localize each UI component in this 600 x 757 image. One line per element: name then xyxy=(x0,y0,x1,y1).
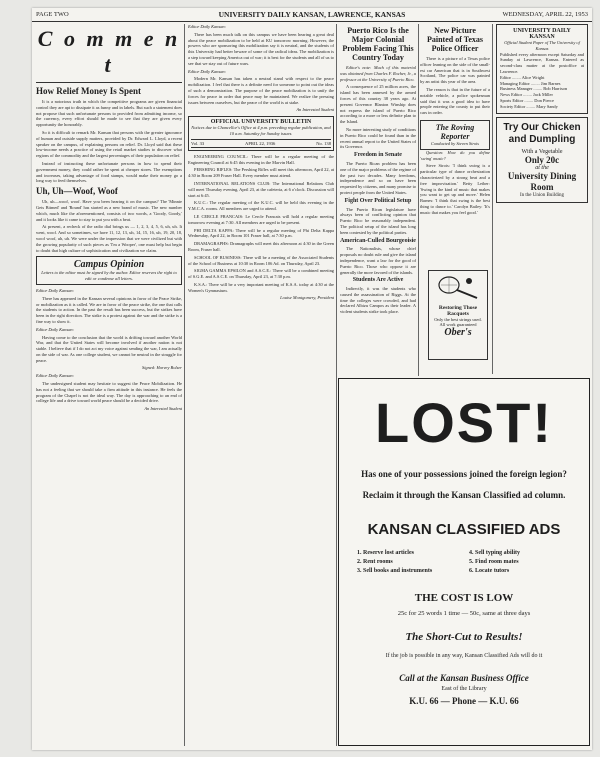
services-list xyxy=(357,550,571,574)
racquet-ad xyxy=(428,270,488,360)
staff-line: Sports Editor ........ Don Pierce xyxy=(500,97,554,103)
letter-body: There has appeared in the Kansan several opinions in favor of the Peace Strike, or mobilization as it is called. We are in favor of the peace strike, the one that calls the students to action. In the past the result has been success, but the strikes have been in the right direction. The strike is a protest against the war and the strike is a fine way to show it. xyxy=(36,295,182,324)
classified-title: KANSAN CLASSIFIED ADS xyxy=(367,521,561,538)
call-line: Call at the Kansan Business Office xyxy=(399,673,529,683)
tennis-racquet-icon xyxy=(435,274,481,300)
editorial-woof-body xyxy=(36,199,182,253)
bulletin-item: PERSHING RIFLES: The Pershing Rifles will meet this afternoon, April 22, at 4:30 in Room 209 Fraser Hall. Every member must attend. xyxy=(188,167,334,179)
editorial-heading-woof: Uh, Uh—Woof, Woof xyxy=(36,186,118,197)
chicken-ad-place: University Dining Room xyxy=(507,170,577,192)
obers-logo: Ober's xyxy=(444,327,472,338)
letter-salutation: Editor Daily Kansan: xyxy=(36,373,75,379)
puerto-rico-heading: Puerto Rico Is the Major Colonial Problem Facing This Country Today xyxy=(342,26,414,62)
editorial-relief-body xyxy=(36,99,182,184)
roving-reporter-box xyxy=(420,120,490,150)
roving-answers: Steve Sirois: 'I think swing is a particular type of dance orchestration characterized by a strong beat and a free improvisation.' Betty Leiber: 'Swing is the kind of music that makes you want to get up and move.' Helen Barnes: 'I think that swing is the best thing to dance to.' Carolyn Bailey: 'It's music that makes you feel good.' xyxy=(420,163,490,215)
racquet-ad-line1: Only the best strings used. xyxy=(434,317,482,322)
chicken-ad-at: at the xyxy=(535,164,549,171)
kansan-staff-box xyxy=(496,24,588,114)
kansan-staff-title: UNIVERSITY DAILY KANSAN xyxy=(513,28,571,40)
kansan-staff-subtitle: Official Student Paper of The University of Kansas xyxy=(504,40,580,51)
chicken-dumpling-ad xyxy=(496,117,588,203)
paragraph: The Nationalists, whose chief proposals no doubt rule and give the island independence, want a law for the good of Puerto Rico. Those who oppose it are generally the more favored of the islands. xyxy=(340,246,416,275)
campus-opinion-box xyxy=(36,256,182,285)
comment-title: C o m m e n t xyxy=(37,26,181,77)
cost-title: THE COST IS LOW xyxy=(414,592,514,604)
paragraph: Uh, uh—woof, woof. Have you been hearing it on the campus? The 'Minnie Gets Bitmed' and 'Round' has started as a new brand of music. The new number which, much like the aforementioned, consists of two words, a 'Goody, Goody,' and it looks like it came to stay to put you with a beat. xyxy=(36,199,182,222)
puerto-rico-column xyxy=(340,24,416,384)
racquet-ad-line2: All work guaranteed xyxy=(439,322,477,327)
staff-line: News Editor ........ Jack Miller xyxy=(500,92,553,98)
service-item: 6. Locate tutors xyxy=(469,568,510,574)
bulletin-item: SCHOOL OF BUSINESS: There will be a meeting of the Associated Students of the School of Business at 10:30 in Room 106 Ad. on Thursday, April 23. xyxy=(188,254,334,266)
paragraph: Editor's note: Much of this material was obtained from Charles F. Rocher, Jr., a professor at the University of Puerto Rico. xyxy=(340,65,416,82)
paragraph: The Puerto Rican legislature have always been of conflicting opinion that Puerto Rico be reasonably independent. The political setup of the island has long been contested by the political parties. xyxy=(340,206,416,235)
subheading: Freedom in Senate xyxy=(354,152,402,159)
phone-line: K.U. 66 — Phone — K.U. 66 xyxy=(409,696,519,706)
letter-salutation: Editor Daily Kansan: xyxy=(188,68,227,74)
paragraph: The Puerto Rican problem has been one of the major problems of the regime of the past two decades. Many freedoms, independence and so on have been requested by citizens, and many promise to protect people from the United States. xyxy=(340,160,416,195)
divider xyxy=(36,82,182,83)
subheading: Fight Over Political Setup xyxy=(344,197,412,204)
subheading: American-Culled Bourgeoisie xyxy=(340,237,416,244)
newspaper-title: UNIVERSITY DAILY KANSAN, LAWRENCE, KANSAS xyxy=(218,10,406,19)
letters xyxy=(36,288,182,412)
kansan-staff-body: Published every afternoon except Saturday and Sunday at Lawrence, Kansas. Entered as second-class matter at the postoffice at Lawrence. xyxy=(500,51,584,74)
column-rule xyxy=(336,24,337,746)
lost-line1: Has one of your possessions joined the foreign legion? xyxy=(361,469,567,479)
paragraph: There is a picture of a Texas police officer leaning on the side of the small-est car American that is in Southwest Scotland, The police car was painted by an artist this year of the area. xyxy=(420,56,490,85)
service-item: 4. Sell typing ability xyxy=(469,550,521,556)
bulletin-signature: Louise Montgomery, President xyxy=(280,295,334,301)
staff-line: Managing Editor ........ Jim Barnes xyxy=(500,80,561,86)
bulletin-item: LE CERCLE FRANCAIS: Le Cercle Francais will hold a regular meeting tomorrow evening at 7:30. All members are urged to be present. xyxy=(188,213,334,225)
letter-signature: An Interested Student xyxy=(296,107,334,113)
shortcut-line: The Short-Cut to Results! xyxy=(405,631,523,643)
subheading: Students Are Active xyxy=(352,277,404,284)
service-item: 1. Reserve lost articles xyxy=(357,550,414,556)
letter-salutation: Editor Daily Kansan: xyxy=(36,326,75,332)
paragraph: At present, a recheck of the radio dial brings us — 1, 2, 3, 4, 5, 6, uh, uh. It went, woof. And so sometimes, we have 11, 12, 13, uh, 14, 15, 16, uh, 19, 20, 18, woof woof, uh, uh. We were under the impression that we were civilized but with the growing popularity of such pieces as 'I'm a Wooper', one must help but begin to doubt that high culture of sophistication and civilization we claim. xyxy=(36,224,182,253)
lost-line2: Reclaim it through the Kansan Classified ad column. xyxy=(362,490,566,500)
chicken-ad-title: Try Our Chicken and Dumpling xyxy=(503,121,581,145)
bulletin-item: K.U.C.: The regular meeting of the K.U.C. will be held this evening in the Y.M.C.A. rooms. All members are urged to attend. xyxy=(188,200,334,212)
paragraph: A consequence of 25 million acres, the island has been annexed by the armed forces of this country 38 years ago. At present Governor Blanton Winship does not express the island of Puerto Rico according to a more or less definite plan to the Island. xyxy=(340,84,416,125)
editorial-heading-relief: How Relief Money Is Spent xyxy=(36,86,141,96)
bulletin-item: INTERNATIONAL RELATIONS CLUB: The International Relations Club will meet Thursday evening, April 23, at the cafeteria, at 6 o'clock. Discussion will start at 6:45. xyxy=(188,180,334,198)
newspaper-page xyxy=(32,8,592,750)
puerto-rico-body xyxy=(340,65,416,315)
lost-classified-ad xyxy=(338,378,590,746)
paid-line: If the job is possible in any way, Kansan Classified Ads will do it xyxy=(385,653,543,659)
roving-reporter-body xyxy=(420,150,490,216)
service-item: 5. Find room mates xyxy=(469,559,519,565)
bulletin-subtitle: Notices due in Chancellor's Office at 4 p.m. preceding regular publication, and 10 a.m. Saturday for Sunday issues. xyxy=(191,125,331,136)
masthead xyxy=(32,8,592,22)
paragraph: The reason is that in the future of a notable vehicle, a police spokesman said that it was a good idea to have people entering the county to put their cars in order. xyxy=(420,86,490,116)
bulletin-items xyxy=(188,154,334,302)
bulletin-item: SIGMA GAMMA EPSILON and A.S.C.E.: There will be a combined meeting of S.G.E. and A.S.C.E. on Thursday, April 23, at 7:30 p.m. xyxy=(188,268,334,280)
bulletin-volume: Vol. 33 xyxy=(191,140,205,146)
chicken-ad-location: In the Union Building xyxy=(519,192,565,198)
police-body xyxy=(420,56,490,116)
bulletin-date: APRIL 22, 1936 xyxy=(245,140,276,146)
bulletin-number: No. 138 xyxy=(316,140,331,146)
letter-body: The undersigned student may hesitate to suggest the Peace Mobilization. He has not a feeling that we should take a firm attitude in this instance. He feels the program of the Chapel is not the ideal way. The day is approaching to an end of college life and a drive toward world peace should be a decided drive. xyxy=(36,381,182,404)
bulletin-item: PHI DELTA KAPPA: There will be a regular meeting of Phi Delta Kappa Wednesday, April 22, in Room 101 Fraser hall, at 7:30 p.m. xyxy=(188,227,334,239)
letter-signature: An Interested Student xyxy=(144,406,182,412)
cost-detail: 25c for 25 words 1 time — 50c, same at three days xyxy=(397,610,531,617)
bulletin-issue-row xyxy=(191,139,331,148)
service-item: 2. Rent rooms xyxy=(357,559,393,565)
paragraph: So it is difficult to remark Mr. Kansan that persons with the greater ignorance of human and outside supply matters, provided by Dr. Edward L. Lloyd, a recent speaker on the campus, of explaining persons on relief. Dr. Lloyd said that these low-income needs a practice of using the retail market studies to discover what regions of the commodity and the largest percentages of their population on relief. xyxy=(36,129,182,159)
kansan-staff-list xyxy=(500,75,584,110)
roving-reporter-title: The Roving Reporter xyxy=(435,122,475,141)
paragraph: No more interesting study of conditions in Puerto Rico could be found than in the recent annual report to the United States of its Governor. xyxy=(340,126,416,150)
lost-headline: LOST! xyxy=(375,391,553,454)
right-column-upper xyxy=(496,24,588,376)
staff-line: Editor ........ Alice Wright xyxy=(500,74,545,80)
column-rule xyxy=(492,24,493,374)
racquet-ad-title: Restoring Those Racquets xyxy=(438,305,478,317)
paragraph: Indirectly, it was the students who caused the assassination of Riggs. At the time the colleges were crowded, and had declared Albizu Campos as their leader. A violent students strike took place. xyxy=(340,286,416,315)
location-line: East of the Library xyxy=(441,686,487,692)
letter-body: Having come to the conclusion that the world is drifting toward another World War, and that the United States will become involved if another nation is not stable. I believe that if I do not act my voice against sending the war, I am actually on the side of war. As one college student, we cannot be neutral in the struggle for peace. xyxy=(36,334,182,363)
campus-opinion-title: Campus Opinion xyxy=(73,259,145,271)
bulletin-column xyxy=(188,24,334,746)
column-rule xyxy=(418,24,419,376)
page-number: PAGE TWO xyxy=(36,11,69,18)
letter-signature: Signed: Harvey Bolser xyxy=(142,365,182,371)
bulletin-item: K.S.A.: There will be a very important meeting of K.S.A. today at 4:30 at the Women's Gymnasium. xyxy=(188,281,334,293)
official-bulletin xyxy=(188,116,334,151)
letter-body: There has been much talk on this campus we have been hearing a great deal about the peace mobilization to be held at KU tomorrow morning. However, the powers who are sponsoring this mobilization say it is neutral, and the students of this University had better beware of some of the radical ideas. The mobilization is a step toward keeping America out of war; it is best for the students and all of us to see that we stay out of future wars. xyxy=(188,31,334,66)
letter-body: Modern Mr. Kansan has taken a neutral stand with respect to the peace mobilization. I feel that there is a definite need for someone to point out the ideas of such a demonstration. The purpose of the peace mobilization is to unify the forces for peace in order that peace may be maintained. We realize the pressing issues between ourselves, but the peace of the world is at stake. xyxy=(188,76,334,105)
chicken-ad-price: Only 20c xyxy=(524,154,560,165)
paragraph: It is a notorious truth in which the competitive programs are given financial control they are apt to dissipate it as funny and in labels. But such a statement does not propose that such unfortunate persons to provided from admitting income, so the currency, every effort should be made to see that they are given every opportunity the honorably. xyxy=(36,99,182,128)
column-rule xyxy=(184,24,185,746)
issue-date: WEDNESDAY, APRIL 22, 1953 xyxy=(502,11,588,18)
letter-salutation: Editor Daily Kansan: xyxy=(36,287,75,293)
chicken-ad-sub: With a Vegetable xyxy=(521,148,563,155)
police-heading: New Picture Painted of Texas Police Officer xyxy=(426,26,483,53)
roving-question: Question: How do you define 'swing' music? xyxy=(420,149,490,161)
racquet-ad-box xyxy=(428,270,488,360)
roving-reporter-byline: Conducted by Steven Sirois xyxy=(430,140,479,146)
letter-salutation: Editor Daily Kansan: xyxy=(188,24,227,29)
bulletin-item: ENGINEERING COUNCIL: There will be a regular meeting of the Engineering Council at 6:45 this evening in the Marvin Hall. xyxy=(188,153,334,165)
campus-opinion-note: Letters to the editor must be signed by the author. Editor reserves the right to edit or condense all letters. xyxy=(41,270,177,282)
paragraph: Instead of instructing these unfortunate persons in how to spend their government money, they could rather be spent at cheaper stores. The exemptions and increases, taking advantage of food stamps, would make their money go a long way to feed themselves. xyxy=(36,160,182,184)
staff-line: Society Editor ........ Mary Sandy xyxy=(500,103,558,109)
service-item: 3. Sell books and instruments xyxy=(357,568,433,574)
middle-letters xyxy=(188,24,334,113)
bulletin-item: DRAMAGRAPHS: Dramagraphs will meet this afternoon at 4:30 in the Green Room, Fraser hall. xyxy=(188,241,334,252)
comment-column xyxy=(36,24,182,746)
staff-line: Business Manager ........ Bob Harrison xyxy=(500,86,568,92)
bulletin-title: OFFICIAL UNIVERSITY BULLETIN xyxy=(210,119,312,126)
